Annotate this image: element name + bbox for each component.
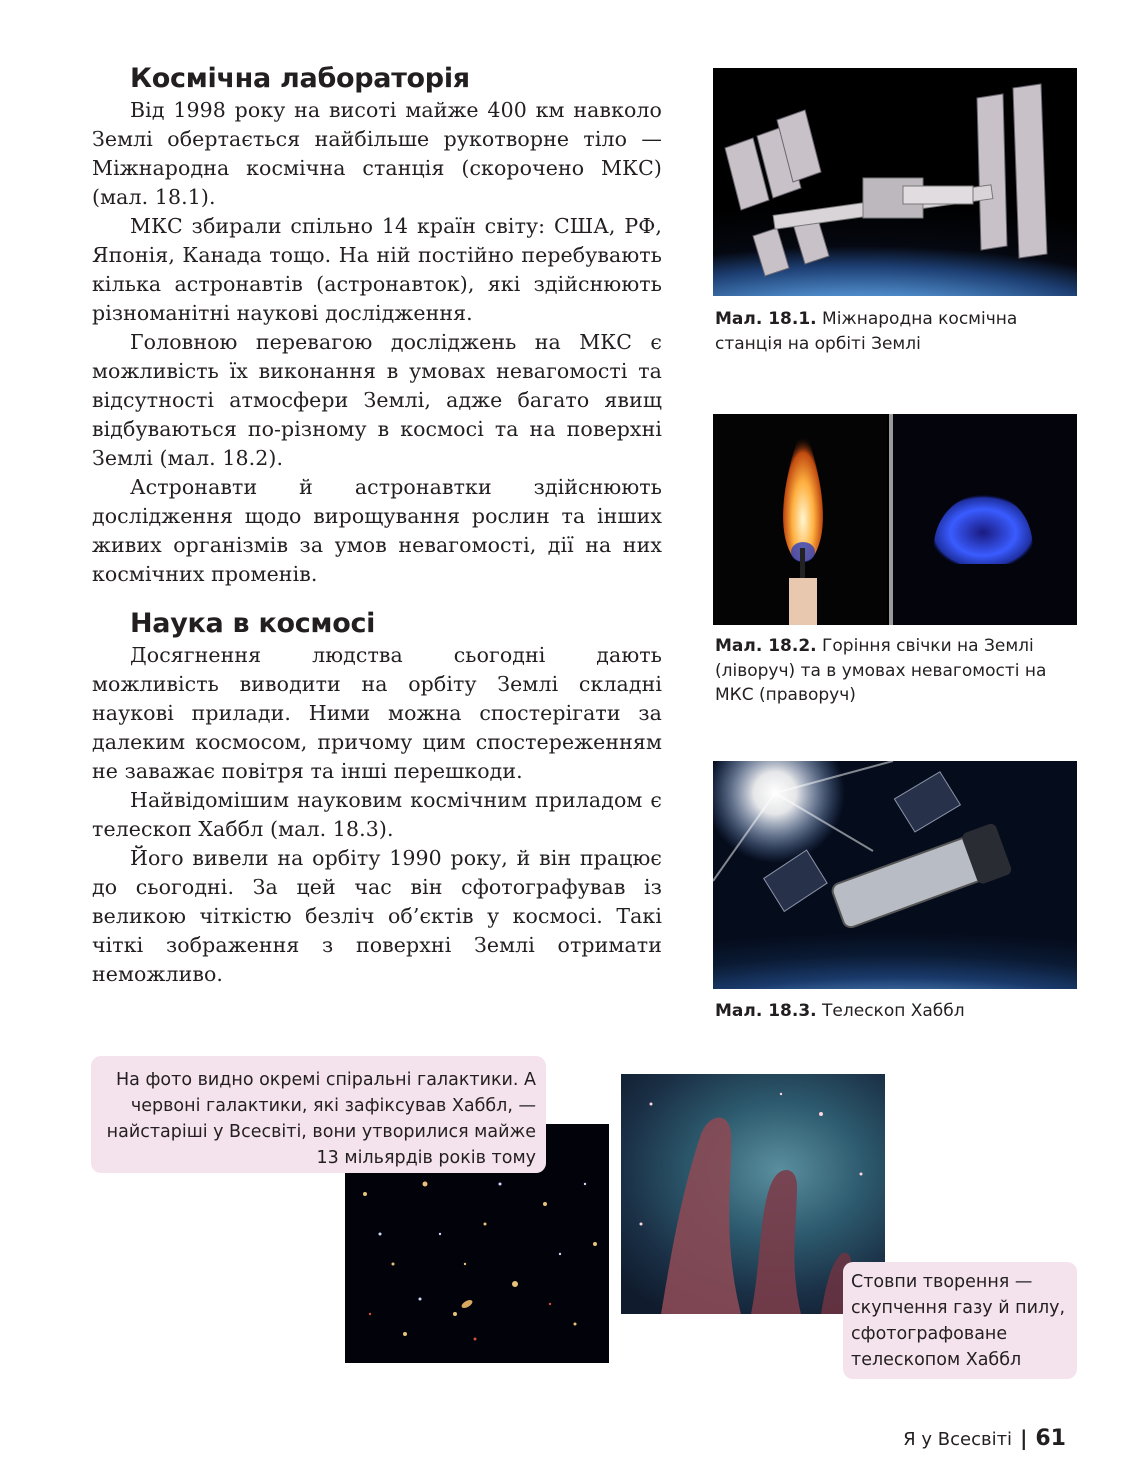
hubble-telescope-photo [713,761,1077,989]
note-pillars-of-creation: Стовпи творення — скупчення газу й пилу, сфотографоване телескопом Хаббл [843,1262,1077,1379]
hubble-illustration [713,761,1077,989]
note-galaxies: На фото видно окремі спіральні галактики. А червоні галактики, які зафіксував Хаббл, — найстаріші у Всесвіті, вони утворилися майже 13 мільярдів років тому [91,1056,546,1173]
figure-caption-text: Телескоп Хаббл [822,1001,965,1021]
paragraph: МКС збирали спільно 14 країн світу: США, РФ, Японія, Канада тощо. На ній постійно перебувають кілька астронавтів (астронавток), які здійснюють різноманітні наукові дослідження. [92,214,662,325]
paragraph: Головною перевагою досліджень на МКС є можливість їх виконання в умовах невагомості та відсутності атмосфери Землі, адже багато явищ відбуваються по-різному в космосі та на поверхні Землі (мал. 18.2). [92,330,662,470]
paragraph: Досягнення людства сьогодні дають можливість виводити на орбіту Землі складні наукові прилади. Ними можна спостерігати за далеким космосом, причому цим спостереженням не заважає повітря та інші перешкоди. [92,643,662,783]
figure-label: Мал. 18.2. [715,636,817,656]
paragraph: Від 1998 року на висоті майже 400 км навколо Землі обертається найбільше рукотворне тіло — Міжнародна космічна станція (скорочено МКС) (мал. 18.1). [92,98,662,209]
page-footer [903,1426,1066,1451]
candle-flame-photo [713,414,1077,625]
figure-caption-text: Міжнародна космічна станція на орбіті Землі [715,309,1018,354]
page-number: 61 [1035,1426,1066,1451]
main-text-column [92,62,662,989]
footer-section-title: Я у Всесвіті [903,1429,1013,1450]
figure-caption-18-3 [715,999,1075,1024]
figure-label: Мал. 18.1. [715,309,817,329]
section-heading-space-lab: Космічна лабораторія [130,63,470,94]
iss-illustration [713,68,1077,296]
paragraph: Найвідомішим науковим космічним приладом є телескоп Хаббл (мал. 18.3). [92,788,662,841]
paragraph: Його вивели на орбіту 1990 року, й він працює до сьогодні. За цей час він сфотографував із великою чіткістю безліч об’єктів у космосі. Такі чіткі зображення з поверхні Землі отримати неможливо. [92,846,662,986]
section-heading-science-in-space: Наука в космосі [130,608,376,639]
iss-photo [713,68,1077,296]
figure-caption-text: Горіння свічки на Землі (ліворуч) та в умовах невагомості на МКС (праворуч) [715,636,1047,705]
candle-illustration [713,414,1077,625]
footer-separator: | [1020,1426,1028,1450]
paragraph: Астронавти й астронавтки здійснюють дослідження щодо вирощування рослин та інших живих організмів за умов невагомості, дії на них космічних променів. [92,475,662,586]
figure-caption-18-1 [715,307,1075,356]
figure-label: Мал. 18.3. [715,1001,817,1021]
figure-caption-18-2 [715,634,1075,708]
